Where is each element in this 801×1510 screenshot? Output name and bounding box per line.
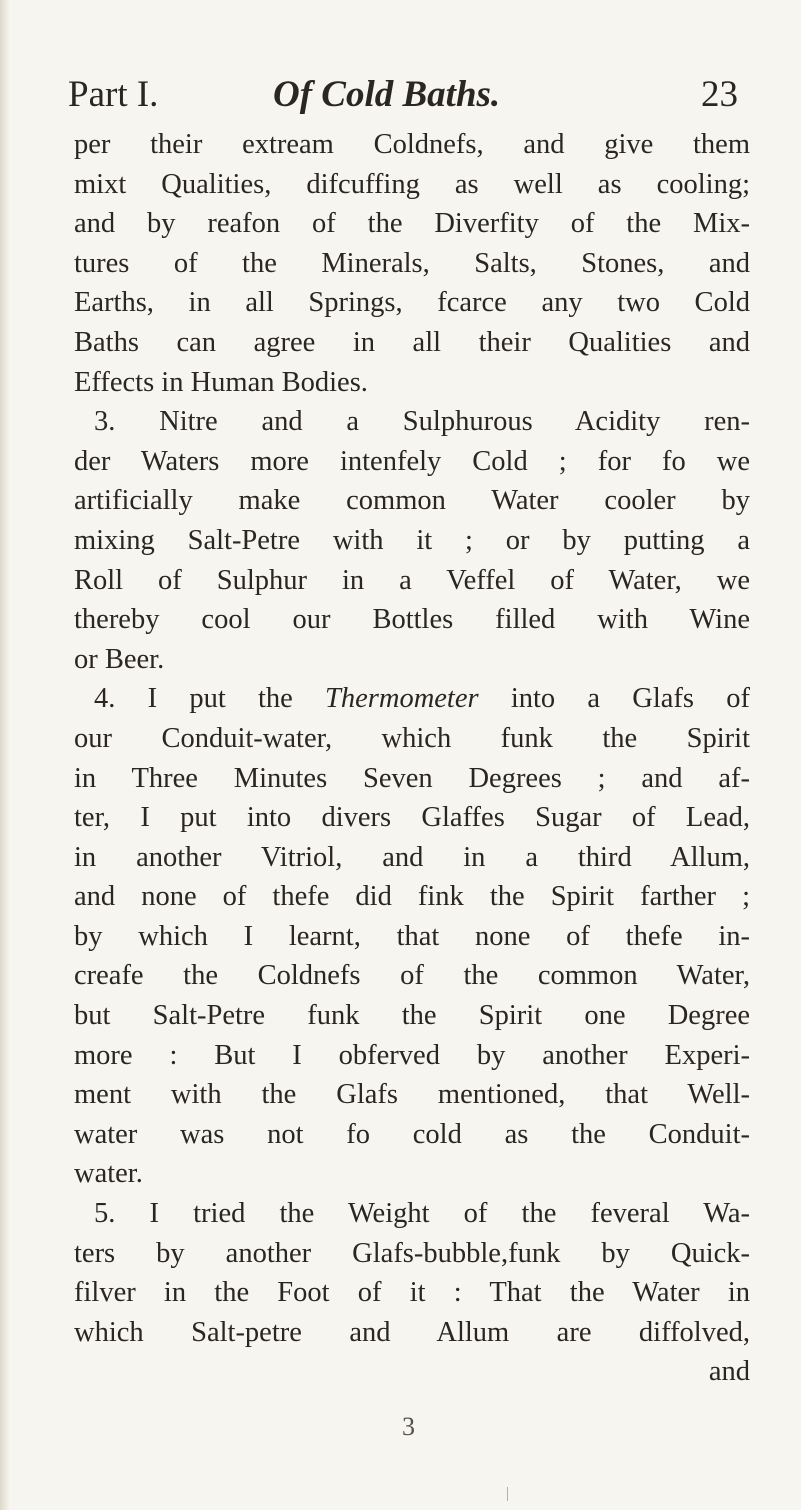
text-line: Roll of Sulphur in a Veffel of Water, we bbox=[74, 564, 750, 596]
catchword: and bbox=[708, 1356, 750, 1388]
text-line: water. bbox=[74, 1158, 143, 1190]
text-line: ment with the Glafs mentioned, that Well- bbox=[74, 1079, 750, 1111]
text-line: creafe the Coldnefs of the common Water, bbox=[74, 960, 750, 992]
italic-term: Thermometer bbox=[325, 683, 479, 715]
text-line: water was not fo cold as the Conduit- bbox=[74, 1118, 750, 1150]
text-line: 4. I put the Thermometer into a Glafs of bbox=[94, 683, 750, 715]
text-line: which Salt-petre and Allum are diffolved, bbox=[74, 1316, 750, 1348]
page-edge-shadow bbox=[0, 0, 10, 1510]
text-line: or Beer. bbox=[74, 643, 165, 675]
text-line: Baths can agree in all their Qualities and bbox=[74, 326, 750, 358]
text-line: Effects in Human Bodies. bbox=[74, 366, 368, 398]
text-line: artificially make common Water cooler by bbox=[74, 485, 750, 517]
text-line: tures of the Minerals, Salts, Stones, and bbox=[74, 247, 750, 279]
text-line: filver in the Foot of it : That the Water in bbox=[74, 1277, 750, 1309]
text-line: more : But I obferved by another Experi- bbox=[74, 1039, 750, 1071]
text-line: by which I learnt, that none of thefe in- bbox=[74, 920, 750, 952]
text-line: in Three Minutes Seven Degrees ; and af- bbox=[74, 762, 750, 794]
body-text bbox=[74, 125, 750, 1392]
text-line: mixt Qualities, difcuffing as well as cooling; bbox=[74, 168, 750, 200]
signature-mark: 3 bbox=[402, 1412, 415, 1441]
text-line: ter, I put into divers Glaffes Sugar of Lead, bbox=[74, 802, 750, 834]
chapter-title: Of Cold Baths. bbox=[273, 74, 501, 115]
running-head bbox=[68, 70, 738, 120]
text-line: in another Vitriol, and in a third Allum, bbox=[74, 841, 750, 873]
text-line: but Salt-Petre funk the Spirit one Degree bbox=[74, 1000, 750, 1032]
text-line: 5. I tried the Weight of the feveral Wa- bbox=[94, 1198, 750, 1230]
text-line: per their extream Coldnefs, and give them bbox=[74, 129, 750, 160]
text-line: der Waters more intenfely Cold ; for fo we bbox=[74, 445, 750, 477]
text-line: ters by another Glafs-bubble,funk by Quick- bbox=[74, 1237, 750, 1269]
part-label: Part I. bbox=[68, 74, 159, 115]
text-line: 3. Nitre and a Sulphurous Acidity ren- bbox=[94, 406, 750, 438]
text-line: and none of thefe did fink the Spirit farther ; bbox=[74, 881, 750, 913]
paper-speck bbox=[507, 1487, 508, 1501]
text-line: Earths, in all Springs, fcarce any two Cold bbox=[74, 287, 750, 319]
text-line: mixing Salt-Petre with it ; or by putting a bbox=[74, 524, 750, 556]
text-line: thereby cool our Bottles filled with Wine bbox=[74, 604, 750, 636]
page-number: 23 bbox=[701, 74, 738, 115]
text-line: our Conduit-water, which funk the Spirit bbox=[74, 722, 750, 754]
text-line: and by reafon of the Diverfity of the Mix- bbox=[74, 208, 750, 240]
